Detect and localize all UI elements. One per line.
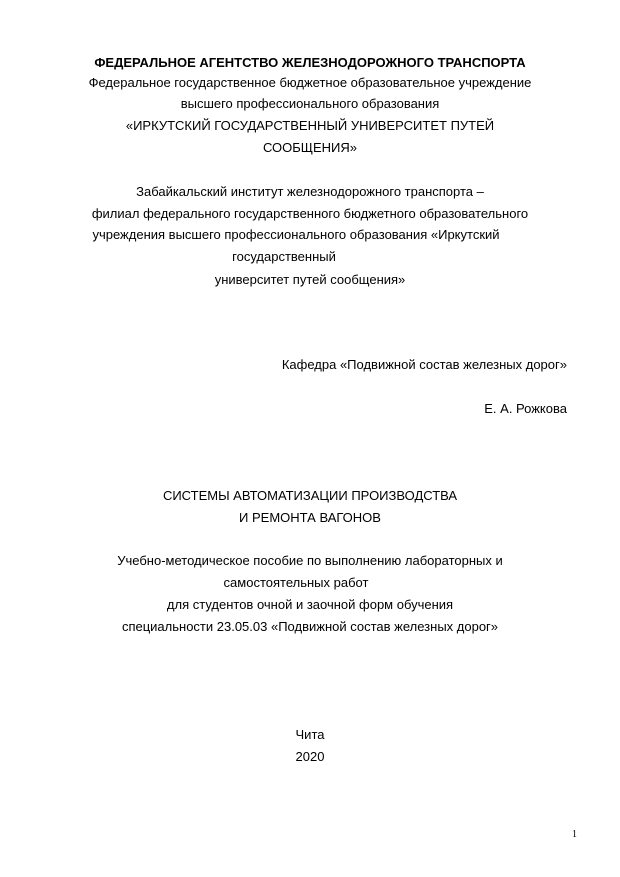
city: Чита xyxy=(295,727,325,742)
description-line: специальности 23.05.03 «Подвижной состав железных дорог» xyxy=(121,619,499,634)
year: 2020 xyxy=(295,749,325,764)
institution-line: высшего профессионального образования xyxy=(180,96,440,111)
author-name: Е. А. Рожкова xyxy=(484,401,567,416)
branch-line: университет путей сообщения» xyxy=(214,272,406,287)
agency-name: ФЕДЕРАЛЬНОЕ АГЕНТСТВО ЖЕЛЕЗНОДОРОЖНОГО ТРАНСПОРТА xyxy=(94,55,526,70)
institution-line: «ИРКУТСКИЙ ГОСУДАРСТВЕННЫЙ УНИВЕРСИТЕТ ПУТЕЙ xyxy=(125,118,495,133)
document-title: СИСТЕМЫ АВТОМАТИЗАЦИИ ПРОИЗВОДСТВА xyxy=(162,488,458,503)
branch-line: Забайкальский институт железнодорожного транспорта – xyxy=(136,184,484,199)
branch-line: учреждения высшего профессионального образования «Иркутский xyxy=(92,227,500,242)
description-line: Учебно-методическое пособие по выполнению лабораторных и xyxy=(117,553,503,568)
department-name: Кафедра «Подвижной состав железных дорог» xyxy=(281,357,567,372)
description-line: для студентов очной и заочной форм обучения xyxy=(166,597,454,612)
page-number: 1 xyxy=(572,829,577,840)
institution-line: СООБЩЕНИЯ» xyxy=(262,140,358,155)
branch-line: филиал федерального государственного бюджетного образовательного xyxy=(91,206,529,221)
description-line: самостоятельных работ xyxy=(223,575,369,590)
document-title: И РЕМОНТА ВАГОНОВ xyxy=(239,510,381,525)
branch-line: государственный xyxy=(232,249,336,264)
institution-line: Федеральное государственное бюджетное образовательное учреждение xyxy=(88,75,532,90)
